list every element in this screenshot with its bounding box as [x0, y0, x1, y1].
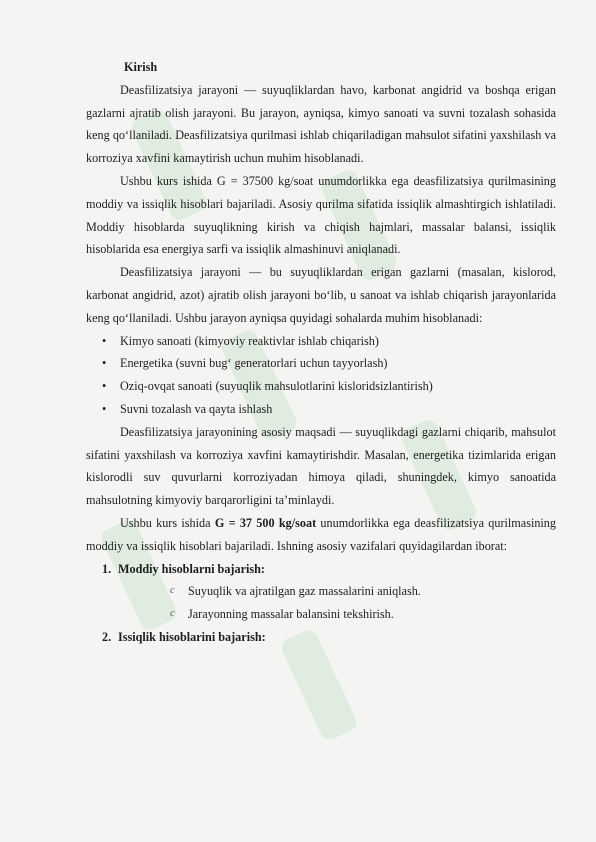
paragraph-process: Deasfilizatsiya jarayoni — bu suyuqliklardan erigan gazlarni (masalan, kislorod, karbonat angidrid, azot) ajratib olish jarayoni bo‘lib, u sanoat va ishlab chiqarish jarayonlarida keng qo‘llaniladi. Ushbu jarayon ayniqsa quyidagi sohalarda muhim hisoblanadi:: [86, 265, 556, 325]
subtask-item: c Jarayonning massalar balansini tekshirish.: [118, 603, 556, 626]
task-number: 2.: [102, 629, 112, 644]
paragraph-intro: Deasfilizatsiya jarayoni — suyuqliklardan havo, karbonat angidrid va boshqa erigan gazlarni ajratib olish jarayoni. Bu jarayon, ayniqsa, kimyo sanoati va suvni tozalash sohasida keng qo‘llaniladi. Deasfilizatsiya qurilmasi ishlab chiqariladigan mahsulot sifatini yaxshilash va korroziya xavfini kamaytirish uchun muhim hisoblanadi.: [86, 82, 556, 166]
task-item: [86, 558, 556, 626]
task-number: 1.: [102, 561, 112, 576]
paragraph-course-work: Ushbu kurs ishida G = 37500 kg/soat unumdorlikka ega deasfilizatsiya qurilmasining moddiy va issiqlik hisoblari bajariladi. Asosiy qurilma sifatida issiqlik almashtirgich ishlatiladi. Moddiy hisoblarda suyuqlikning kirish va chiqish hajmlari, massalar balansi, issiqlik hisoblarida esa energiya sarfi va issiqlik almashinuvi aniqlanadi.: [86, 173, 556, 257]
task-title: Issiqlik hisoblarini bajarish:: [118, 629, 266, 644]
paragraph-tasks-intro: [86, 512, 556, 558]
list-item: • Suvni tozalash va qayta ishlash: [86, 398, 556, 421]
text-segment: Ushbu kurs ishida: [120, 515, 215, 530]
capacity-value: G = 37 500 kg/soat: [214, 515, 317, 530]
task-title: Moddiy hisoblarni bajarish:: [118, 561, 265, 576]
section-heading: Kirish: [124, 60, 158, 74]
task-item: [86, 626, 556, 649]
list-item: • Oziq-ovqat sanoati (suyuqlik mahsulotlarini kisloridsizlantirish): [86, 375, 556, 398]
subtask-item: c Suyuqlik va ajratilgan gaz massalarini aniqlash.: [118, 580, 556, 603]
document-body: [86, 56, 556, 649]
list-item: • Kimyo sanoati (kimyoviy reaktivlar ishlab chiqarish): [86, 330, 556, 353]
text-segment: unumdorlikka ega deasfilizatsiya qurilmasining moddiy va issiqlik hisoblari bajariladi. Ishning asosiy vazifalari quyidagilardan iborat:: [86, 515, 556, 553]
paragraph-purpose: Deasfilizatsiya jarayonining asosiy maqsadi — suyuqlikdagi gazlarni chiqarib, mahsulot sifatini yaxshilash va korroziya xavfini kamaytirishdir. Masalan, energetika tizimlarida erigan kislorodli suv quvurlarni korroziyadan himoya qiladi, shuningdek, kimyo sanoatida mahsulotning kimyoviy barqarorligini ta’minlaydi.: [86, 424, 556, 508]
list-item: • Energetika (suvni bug‘ generatorlari uchun tayyorlash): [86, 352, 556, 375]
task-list: [86, 558, 556, 649]
application-list: [86, 330, 556, 421]
subtask-list: [118, 580, 556, 626]
